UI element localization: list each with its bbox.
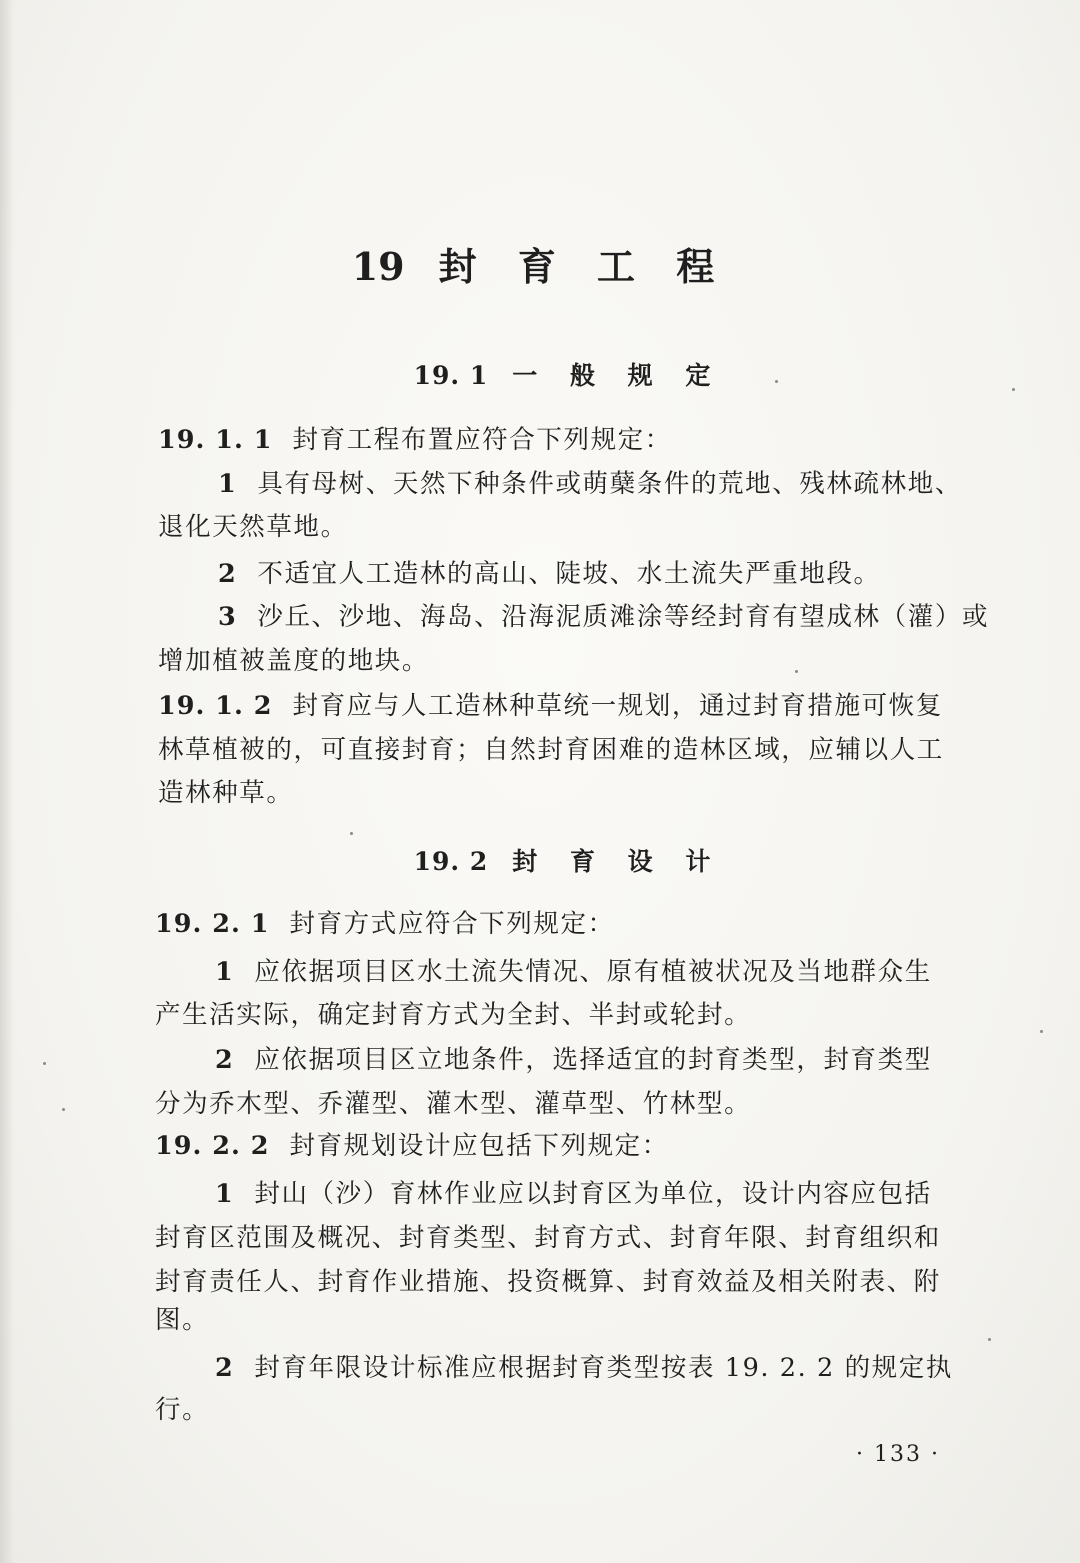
clause-text: 封育方式应符合下列规定： (289, 909, 615, 939)
scan-speck (43, 1062, 46, 1065)
item-number: 3 (218, 602, 238, 632)
chapter-title (0, 236, 1080, 291)
list-item (215, 952, 932, 988)
page-binding-shadow (0, 0, 14, 1563)
item-text: 沙丘、沙地、海岛、沿海泥质滩涂等经封育有望成林（灌）或 (257, 602, 990, 632)
section-number: 19. 1 (413, 361, 489, 390)
item-text: 封育年限设计标准应根据封育类型按表 19. 2. 2 的规定执 (254, 1353, 953, 1383)
item-number: 2 (215, 1045, 235, 1075)
section-number: 19. 2 (413, 847, 489, 876)
item-continuation: 图。 (155, 1305, 210, 1335)
clause-19-1-1 (158, 420, 672, 456)
scan-speck (775, 380, 778, 383)
item-number: 1 (215, 957, 235, 987)
section-title-text: 封 育 设 计 (512, 847, 723, 876)
scan-speck (62, 1108, 65, 1111)
item-continuation: 行。 (155, 1395, 210, 1425)
item-text: 封山（沙）育林作业应以封育区为单位，设计内容应包括 (254, 1179, 932, 1209)
list-item (218, 554, 881, 590)
scan-speck (795, 670, 798, 673)
item-text: 应依据项目区水土流失情况、原有植被状况及当地群众生 (254, 957, 932, 987)
clause-number: 19. 2. 2 (155, 1131, 270, 1161)
section-title-19-1 (0, 356, 1080, 392)
clause-continuation: 造林种草。 (158, 778, 294, 808)
scan-speck (1040, 1030, 1043, 1033)
item-continuation: 封育区范围及概况、封育类型、封育方式、封育年限、封育组织和 (155, 1223, 941, 1253)
clause-text: 封育工程布置应符合下列规定： (292, 425, 672, 455)
clause-19-2-1 (155, 904, 615, 940)
item-continuation: 封育责任人、封育作业措施、投资概算、封育效益及相关附表、附 (155, 1267, 941, 1297)
scan-speck (988, 1338, 991, 1341)
item-text: 具有母树、天然下种条件或萌蘖条件的荒地、残林疏林地、 (257, 469, 962, 499)
clause-19-2-2 (155, 1126, 669, 1162)
clause-number: 19. 2. 1 (155, 909, 270, 939)
list-item (215, 1174, 932, 1210)
page-number: · 133 · (856, 1442, 940, 1467)
item-number: 1 (218, 469, 238, 499)
chapter-number: 19 (351, 244, 405, 289)
clause-number: 19. 1. 1 (158, 425, 273, 455)
item-number: 2 (218, 559, 238, 589)
list-item (218, 597, 989, 633)
section-title-text: 一 般 规 定 (512, 361, 723, 390)
scan-speck (350, 832, 353, 835)
clause-19-1-2 (158, 686, 943, 722)
scan-speck (1012, 388, 1015, 391)
list-item (218, 464, 962, 500)
clause-number: 19. 1. 2 (158, 691, 273, 721)
list-item (215, 1348, 953, 1384)
item-text: 不适宜人工造林的高山、陡坡、水土流失严重地段。 (257, 559, 881, 589)
chapter-title-text: 封 育 工 程 (438, 244, 729, 289)
item-continuation: 增加植被盖度的地块。 (158, 646, 430, 676)
item-number: 1 (215, 1179, 235, 1209)
item-continuation: 产生活实际，确定封育方式为全封、半封或轮封。 (155, 1000, 752, 1030)
item-continuation: 分为乔木型、乔灌型、灌木型、灌草型、竹林型。 (155, 1089, 752, 1119)
item-number: 2 (215, 1353, 235, 1383)
item-text: 应依据项目区立地条件，选择适宜的封育类型，封育类型 (254, 1045, 932, 1075)
section-title-19-2 (0, 842, 1080, 878)
clause-text: 封育应与人工造林种草统一规划，通过封育措施可恢复 (292, 691, 943, 721)
list-item (215, 1040, 932, 1076)
clause-text: 封育规划设计应包括下列规定： (289, 1131, 669, 1161)
item-continuation: 退化天然草地。 (158, 512, 348, 542)
clause-continuation: 林草植被的，可直接封育；自然封育困难的造林区域，应辅以人工 (158, 735, 944, 765)
